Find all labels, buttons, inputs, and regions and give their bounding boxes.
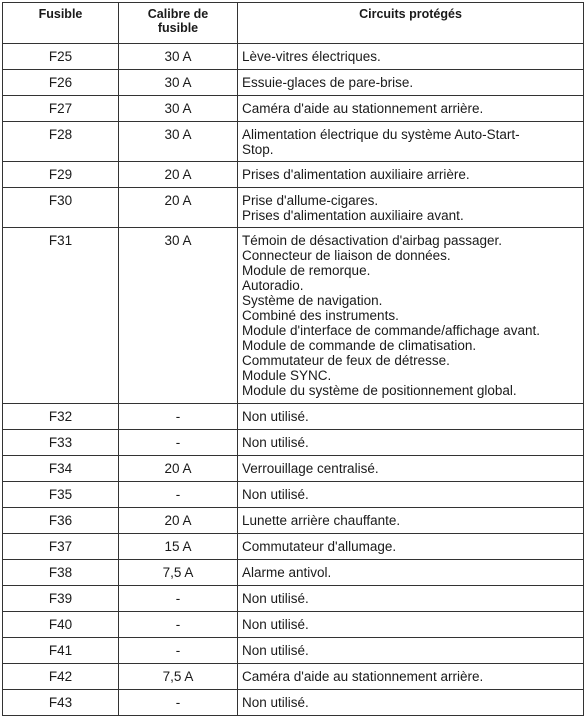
- fuse-cell: F40: [3, 612, 119, 638]
- rating-cell: -: [119, 690, 238, 716]
- circuits-cell: Commutateur d'allumage.: [238, 534, 584, 560]
- circuits-cell: Essuie-glaces de pare-brise.: [238, 70, 584, 96]
- rating-cell: -: [119, 482, 238, 508]
- table-row: [3, 162, 584, 188]
- table-row: [3, 482, 584, 508]
- table-row: [3, 96, 584, 122]
- fuse-cell: F26: [3, 70, 119, 96]
- fuse-cell: F41: [3, 638, 119, 664]
- circuits-cell: Non utilisé.: [238, 404, 584, 430]
- table-row: [3, 508, 584, 534]
- table-row: [3, 690, 584, 716]
- table-row: [3, 456, 584, 482]
- header-fuse: Fusible: [3, 3, 119, 44]
- table-row: [3, 228, 584, 404]
- table-row: [3, 122, 584, 162]
- rating-cell: 30 A: [119, 122, 238, 162]
- fuse-cell: F28: [3, 122, 119, 162]
- fuse-table: [2, 2, 584, 716]
- circuits-cell: Non utilisé.: [238, 430, 584, 456]
- rating-cell: 20 A: [119, 456, 238, 482]
- fuse-cell: F29: [3, 162, 119, 188]
- circuits-cell: Non utilisé.: [238, 690, 584, 716]
- rating-cell: 20 A: [119, 188, 238, 228]
- fuse-cell: F36: [3, 508, 119, 534]
- circuits-cell: Non utilisé.: [238, 586, 584, 612]
- rating-cell: 30 A: [119, 96, 238, 122]
- fuse-cell: F32: [3, 404, 119, 430]
- rating-cell: 20 A: [119, 162, 238, 188]
- rating-cell: -: [119, 404, 238, 430]
- fuse-cell: F37: [3, 534, 119, 560]
- rating-cell: 20 A: [119, 508, 238, 534]
- circuits-cell: Non utilisé.: [238, 612, 584, 638]
- rating-cell: -: [119, 638, 238, 664]
- rating-cell: -: [119, 586, 238, 612]
- circuits-cell: Alarme antivol.: [238, 560, 584, 586]
- table-row: [3, 560, 584, 586]
- fuse-cell: F39: [3, 586, 119, 612]
- circuits-cell: Verrouillage centralisé.: [238, 456, 584, 482]
- rating-cell: -: [119, 612, 238, 638]
- rating-cell: 30 A: [119, 70, 238, 96]
- fuse-cell: F33: [3, 430, 119, 456]
- table-row: [3, 612, 584, 638]
- table-row: [3, 188, 584, 228]
- circuits-cell: Témoin de désactivation d'airbag passager. Connecteur de liaison de données. Module de remorque. Autoradio. Système de navigation. Combiné des instruments. Module d'interface de commande/affichage avant. Module de commande de climatisation. Commutateur de feux de détresse. Module SYNC. Module du système de positionnement global.: [238, 228, 584, 404]
- table-row: [3, 638, 584, 664]
- table-row: [3, 586, 584, 612]
- circuits-cell: Caméra d'aide au stationnement arrière.: [238, 96, 584, 122]
- table-row: [3, 430, 584, 456]
- circuits-cell: Lève-vitres électriques.: [238, 44, 584, 70]
- fuse-cell: F27: [3, 96, 119, 122]
- rating-cell: 30 A: [119, 44, 238, 70]
- fuse-cell: F38: [3, 560, 119, 586]
- rating-cell: 15 A: [119, 534, 238, 560]
- fuse-cell: F25: [3, 44, 119, 70]
- rating-cell: 7,5 A: [119, 664, 238, 690]
- header-row: [3, 3, 584, 44]
- rating-cell: 30 A: [119, 228, 238, 404]
- circuits-cell: Non utilisé.: [238, 482, 584, 508]
- fuse-cell: F43: [3, 690, 119, 716]
- fuse-table-body: [3, 44, 584, 716]
- circuits-cell: Non utilisé.: [238, 638, 584, 664]
- table-row: [3, 404, 584, 430]
- circuits-cell: Lunette arrière chauffante.: [238, 508, 584, 534]
- table-row: [3, 44, 584, 70]
- header-circuits: Circuits protégés: [238, 3, 584, 44]
- fuse-cell: F30: [3, 188, 119, 228]
- circuits-cell: Prises d'alimentation auxiliaire arrière.: [238, 162, 584, 188]
- header-rating: Calibre de fusible: [119, 3, 238, 44]
- rating-cell: 7,5 A: [119, 560, 238, 586]
- table-row: [3, 70, 584, 96]
- fuse-cell: F42: [3, 664, 119, 690]
- circuits-cell: Alimentation électrique du système Auto-Start- Stop.: [238, 122, 584, 162]
- fuse-cell: F35: [3, 482, 119, 508]
- circuits-cell: Prise d'allume-cigares. Prises d'alimentation auxiliaire avant.: [238, 188, 584, 228]
- table-row: [3, 534, 584, 560]
- table-row: [3, 664, 584, 690]
- fuse-cell: F31: [3, 228, 119, 404]
- circuits-cell: Caméra d'aide au stationnement arrière.: [238, 664, 584, 690]
- rating-cell: -: [119, 430, 238, 456]
- fuse-cell: F34: [3, 456, 119, 482]
